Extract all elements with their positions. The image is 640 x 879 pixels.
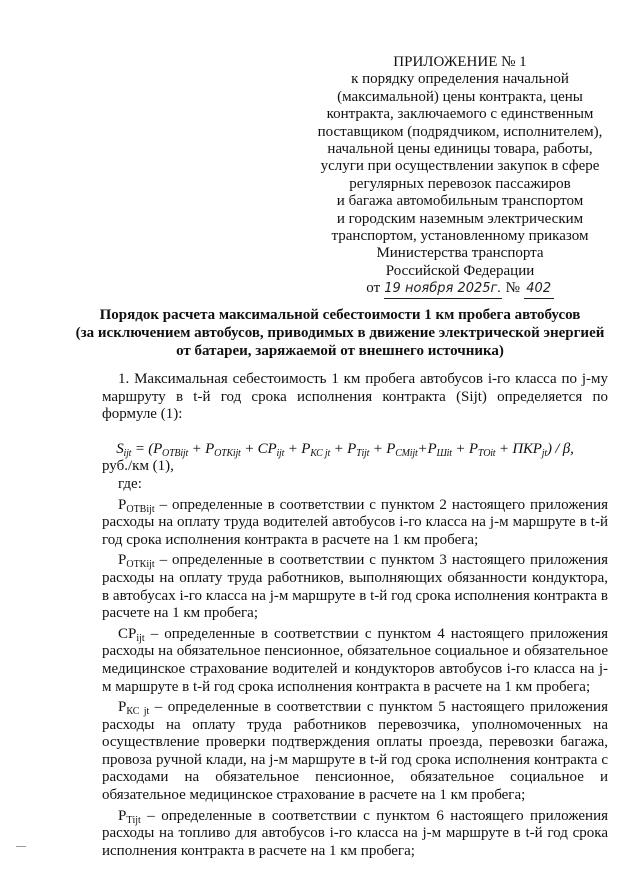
date-prefix: от [366,280,381,297]
appendix-line: начальной цены единицы товара, работы, [327,141,593,158]
appendix-line: и городским наземным электрическим [336,210,584,227]
number-sign: № [505,280,520,297]
handwritten-number: 402 [524,280,554,298]
order-date-line [300,280,620,298]
formula-tail: руб./км (1), [102,458,174,475]
appendix-line: Российской Федерации [385,262,535,279]
handwritten-date: 19 ноября 2025г. [384,280,502,298]
appendix-line: контракта, заключаемого с единственным [326,106,594,123]
definition-text: – определенные в соответствии с пунктом 6 настоящего приложения расходы на топливо для автобусов i-го класса на j-м маршруте в t-й год срока исполнения контракта в расчете на 1 км пробега; [102,807,608,859]
definition-p-otv: $P_{ОТВijt}$ – определенные в соответствии с пунктом 2 настоящего приложения расходы на оплату труда водителей автобусов i-го класса на j-м маршруте в t-й год срока исполнения контракта в расчете на 1 км пробега; [102,496,608,548]
definition-p-otk: $P_{ОТКijt}$ – определенные в соответствии с пунктом 3 настоящего приложения расходы на оплату труда работников, выполняющих обязанности кондуктора, в автобусах i-го класса на j-м маршруте в t-й год срока исполнения контракта в расчете на 1 км пробега; [102,552,608,622]
definition-text: – определенные в соответствии с пунктом 5 настоящего приложения расходы на оплату труда работников перевозчика, уполномоченных на осуществление проверки подтверждения оплаты проезда, перевозки багажа, провоза ручной клади, на j-м маршруте в t-й год срока исполнения контракта с расходами на обязательное пенсионное, обязательное социальное и обязательное медицинское страхование в расчете на 1 км пробега; [102,699,608,804]
appendix-line: к порядку определения начальной [351,71,569,88]
appendix-header [300,54,620,299]
appendix-line: и багажа автомобильным транспортом [336,193,584,210]
appendix-line: поставщиком (подрядчиком, исполнителем), [317,123,603,140]
where-label: где: [118,475,142,492]
definition-sr: $СР_{ijt}$ – определенные в соответствии с пунктом 4 настоящего приложения расходы на обязательное пенсионное, обязательное социальное и обязательное медицинское страхование водителей и кондукторов автобусов i-го класса на j-м маршруте в t-й год срока исполнения контракта в расчете на 1 км пробега; [102,625,608,695]
appendix-line: Министерства транспорта [376,245,544,262]
document-title [60,306,620,360]
definition-text: – определенные в соответствии с пунктом 4 настоящего приложения расходы на обязательное пенсионное, обязательное социальное и обязательное медицинское страхование водителей и кондукторов автобусов i-го класса на j-м маршруте в t-й год срока исполнения контракта в расчете на 1 км пробега; [102,625,608,695]
definition-text: – определенные в соответствии с пунктом 2 настоящего приложения расходы на оплату труда водителей автобусов i-го класса на j-м маршруте в t-й год срока исполнения контракта в расчете на 1 км пробега; [102,496,608,548]
title-line: от батареи, заряжаемой от внешнего источника) [176,343,504,359]
paragraph-1: 1. Максимальная себестоимость 1 км пробега автобусов i-го класса по j-му маршруту в t-й год срока исполнения контракта (Sijt) определяется по формуле (1): [102,371,608,423]
definition-p-ks: $P_{КС jt}$ – определенные в соответствии с пунктом 5 настоящего приложения расходы на оплату труда работников перевозчика, уполномоченных на осуществление проверки подтверждения оплаты проезда, перевозки багажа, провоза ручной клади, на j-м маршруте в t-й год срока исполнения контракта с расходами на обязательное пенсионное, обязательное социальное и обязательное медицинское страхование в расчете на 1 км пробега; [102,699,608,804]
appendix-line: регулярных перевозок пассажиров [349,175,571,192]
title-line: Порядок расчета максимальной себестоимости 1 км пробега автобусов [99,307,581,323]
title-line: (за исключением автобусов, приводимых в движение электрической энергией [75,325,605,341]
appendix-line: ПРИЛОЖЕНИЕ № 1 [393,54,527,70]
formula-1: $S_{ijt} = (P_{ОТВijt} + P_{ОТКijt} + СР_{ijt} + P_{КС jt} + P_{Тijt} + P_{СМijt}+P_{Шit} + P_{ТОit} + ПКР_{jt}) / \beta$, [102,440,574,459]
definition-text: – определенные в соответствии с пунктом 3 настоящего приложения расходы на оплату труда работников, выполняющих обязанности кондуктора, в автобусах i-го класса на j-м маршруте в t-й год срока исполнения контракта в расчете на 1 км пробега; [102,552,608,622]
appendix-line: (максимальной) цены контракта, цены [337,88,583,105]
document-body [102,371,608,860]
definition-p-t: $P_{Тijt}$ – определенные в соответствии с пунктом 6 настоящего приложения расходы на топливо для автобусов i-го класса на j-м маршруте в t-й год срока исполнения контракта в расчете на 1 км пробега; [102,807,608,859]
appendix-line: услуги при осуществлении закупок в сфере [320,158,600,175]
appendix-line: транспортом, установленному приказом [331,228,589,245]
scan-mark [16,846,26,847]
